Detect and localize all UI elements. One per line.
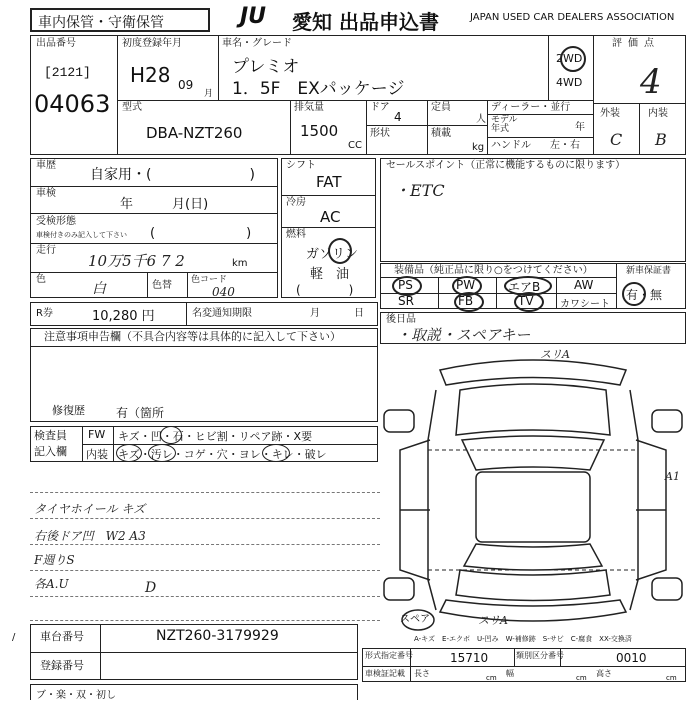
receive-label: 受検形態 — [36, 216, 76, 227]
sales-point-label: セールスポイント（正常に機能するものに限ります） — [386, 160, 626, 171]
caution-label: 注意事項申告欄（不具合内容等は具体的に記入して下さい） — [44, 330, 341, 343]
mileage-value: 10万5千6 7 2 — [88, 252, 185, 270]
registration-month-unit: 月 — [204, 89, 214, 99]
equip-sr: SR — [398, 294, 414, 308]
warranty-circle — [622, 282, 646, 306]
equip-leather: カワシート — [560, 299, 610, 310]
mark-stain-circle — [148, 444, 176, 462]
inspector-row2-head: 内装 — [86, 448, 108, 461]
score-ext-label: 外装 — [600, 108, 620, 119]
fuel-diesel: 軽 油 — [310, 267, 350, 282]
warranty-label: 新車保証書 — [626, 266, 672, 276]
chassis-label: 車台番号 — [40, 630, 84, 643]
color-value: 白 — [92, 281, 106, 297]
equip-tv-circle — [514, 292, 544, 312]
after-notes-value: ・取説・スペアキー — [396, 326, 531, 344]
score-ext-value: C — [610, 130, 623, 149]
registration-month: 09 — [178, 78, 194, 92]
fuel-label: 燃料 — [286, 229, 306, 240]
equip-aw: AW — [574, 278, 594, 292]
fuel-gas: ガソリン — [306, 247, 359, 262]
dealer-label: ディーラー・並行 — [491, 102, 571, 113]
inspector-label: 検査員 記入欄 — [34, 429, 67, 458]
note-line-3: F週りS — [34, 553, 75, 567]
repair-label: 修復歴 — [52, 404, 85, 417]
inspector-row2: キズ・汚レ・コゲ・穴・ヨレ・キレ・破レ — [118, 448, 327, 461]
registration-number-label: 登録番号 — [40, 659, 84, 672]
doors-value: 4 — [394, 110, 402, 124]
spec-width-label: 幅 — [506, 669, 514, 678]
diagram-spare-label: スペア — [400, 614, 430, 625]
equip-ps: PS — [398, 278, 413, 292]
color-code: 040 — [212, 285, 235, 299]
type-value: DBA-NZT260 — [146, 124, 243, 142]
ac-label: 冷房 — [286, 197, 306, 208]
dealer-model-year: モデル 年式 — [491, 115, 518, 134]
receive-sub: 車検付きのみ記入して下さい — [36, 231, 127, 239]
warranty-value: 有・無 — [626, 288, 663, 302]
note-line-4: 各A.U — [34, 577, 69, 591]
receive-value: ( ) — [150, 226, 252, 241]
load-unit: kg — [472, 142, 485, 153]
shape-label: 形状 — [370, 128, 390, 139]
after-notes-label: 後日品 — [386, 314, 416, 325]
diagram-bottom-label: スリA — [478, 614, 508, 627]
load-label: 積載 — [431, 128, 451, 139]
fuel-gas-circle — [328, 238, 352, 264]
score-int-label: 内装 — [648, 108, 668, 119]
chassis-value: NZT260-3179929 — [156, 628, 279, 644]
lot-bracket: [2121] — [44, 65, 91, 80]
spec-width-cm: cm — [576, 674, 587, 682]
inspection-label: 車検 — [36, 188, 56, 199]
displacement-value: 1500 — [300, 122, 339, 140]
form-english-title: JAPAN USED CAR DEALERS ASSOCIATION — [470, 12, 675, 23]
spec-class-label: 類別区分番号 — [516, 651, 564, 660]
mark-scratch-circle — [116, 444, 142, 462]
equip-fb: FB — [458, 294, 474, 308]
recycle-value: 10,280 円 — [92, 309, 155, 324]
inspector-row1: キズ・凹・石・ヒビ割・リペア跡・X要 — [118, 430, 313, 443]
ju-logo-text: JU — [240, 4, 267, 29]
dealer-year-unit: 年 — [575, 122, 585, 133]
mark-wrinkle-circle — [262, 444, 290, 462]
ac-value: AC — [320, 208, 341, 226]
capacity-label: 定員 — [431, 102, 451, 113]
footer-items: ブ・楽・双・初し — [36, 690, 116, 701]
equip-airbag: エアB — [508, 280, 541, 294]
name-change-day: 日 — [354, 308, 364, 319]
lot-number: 04063 — [34, 90, 111, 118]
equip-ps-circle — [392, 276, 422, 296]
page-mark: / — [12, 632, 16, 643]
color-change-label: 色替 — [152, 280, 172, 291]
equip-pw: PW — [456, 278, 476, 292]
mark-dent-circle — [160, 426, 182, 444]
fuel-other: ( ) — [296, 283, 354, 297]
spec-height-cm: cm — [666, 674, 677, 682]
spec-length-cm: cm — [486, 674, 497, 682]
history-label: 車歴 — [36, 160, 56, 171]
spec-class-value: 0010 — [616, 651, 647, 665]
name-change-month: 月 — [310, 308, 320, 319]
mileage-label: 走行 — [36, 245, 56, 256]
drive-4wd: 4WD — [556, 76, 583, 89]
shift-label: シフト — [286, 160, 316, 171]
model-label: 車名・グレード — [222, 38, 292, 49]
inspector-row1-head: FW — [88, 428, 106, 441]
color-label: 色 — [36, 274, 46, 285]
spec-size-label: 車検証記載 — [365, 669, 405, 678]
storage-badge-text: 車内保管・守衛保管 — [38, 15, 164, 31]
ju-logo — [240, 6, 288, 32]
note-line-2: 右後ドア凹 W2 A3 — [34, 529, 146, 543]
spec-length-label: 長さ — [414, 669, 430, 678]
diagram-top-label: スリA — [540, 348, 570, 361]
registration-label: 初度登録年月 — [122, 38, 182, 49]
name-change-label: 名変通知期限 — [192, 308, 252, 319]
spec-type-value: 15710 — [450, 651, 489, 665]
spec-height-label: 高さ — [596, 669, 612, 678]
storage-badge — [30, 8, 210, 32]
model-grade: 1．5F EXパッケージ — [232, 79, 405, 99]
equipment-label: 装備品（純正品に限り○をつけてください） — [394, 265, 593, 276]
score-label: 評価点 — [612, 38, 660, 49]
note-line-1: タイヤホイール キズ — [34, 502, 146, 516]
sales-point-section — [380, 158, 686, 262]
recycle-label: R券 — [36, 308, 53, 319]
sales-point-note: ・ETC — [394, 181, 445, 200]
doors-label: ドア — [370, 102, 390, 113]
car-damage-diagram — [380, 340, 686, 640]
lot-label: 出品番号 — [36, 38, 76, 49]
registration-year: H28 — [130, 63, 171, 87]
displacement-unit: CC — [348, 140, 362, 151]
repair-value: 有（箇所 — [116, 406, 165, 420]
equip-fb-circle — [454, 292, 484, 312]
drive-2wd-circle — [560, 46, 586, 72]
capacity-unit: 人 — [476, 114, 486, 125]
form-title: 愛知 出品申込書 — [292, 10, 439, 34]
equip-tv: TV — [518, 294, 534, 308]
note-scribble: D — [145, 580, 157, 596]
score-value: 4 — [640, 62, 662, 102]
color-code-label: 色コード — [191, 275, 228, 285]
dealer-handle: ハンドル — [491, 140, 531, 151]
model-name: プレミオ — [232, 57, 300, 77]
history-value: 自家用・( ) — [90, 167, 255, 183]
type-label: 型式 — [122, 102, 142, 113]
drive-2wd: 2WD — [556, 52, 583, 65]
diagram-legend: A-キズ E-エクボ U-凹み W-補修跡 S-サビ C-腐食 XX-交換済 — [414, 635, 632, 643]
mileage-unit: km — [232, 258, 248, 269]
score-int-value: B — [655, 130, 667, 149]
dealer-handle-opts: 左・右 — [550, 140, 580, 151]
displacement-label: 排気量 — [294, 102, 324, 113]
inspection-value: 年 月(日) — [120, 197, 209, 212]
spec-type-label: 形式指定番号 — [365, 651, 413, 660]
diagram-side-label: A1 — [665, 470, 680, 483]
shift-value: FAT — [316, 173, 342, 191]
